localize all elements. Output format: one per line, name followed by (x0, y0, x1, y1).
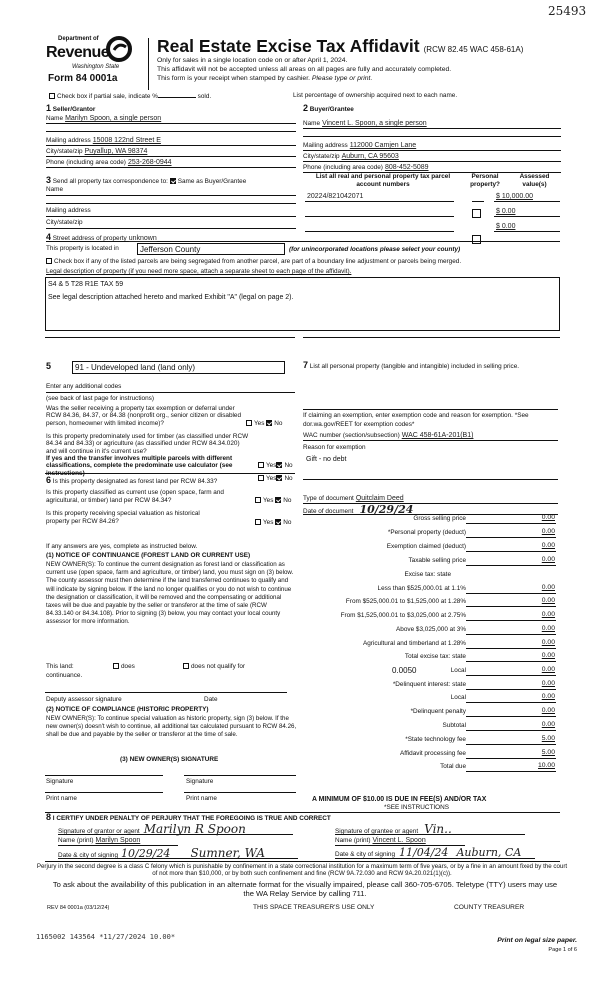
assessed-value: $ 10,000.00 (496, 193, 533, 200)
fee-row (300, 653, 556, 663)
legal-description-label: Legal description of property (if you need more space, attach a separate sheet to each page of the affidavit). (46, 268, 352, 275)
continuance-title: (1) NOTICE OF CONTINUANCE (FOREST LAND OR CURRENT USE) (46, 552, 251, 559)
no-label: No (283, 519, 292, 526)
document-number: 25493 (548, 4, 587, 18)
parcel-number: 20224/821042071 (307, 193, 364, 200)
land-use-code-select[interactable]: 91 - Undeveloped land (land only) (72, 361, 285, 374)
additional-codes-field[interactable] (46, 383, 295, 393)
parcel-number-field[interactable] (305, 207, 454, 217)
forest-yes-checkbox[interactable] (258, 475, 264, 481)
treasurer-use-label: THIS SPACE TREASURER'S USE ONLY (253, 904, 375, 911)
fee-line (466, 620, 556, 621)
print-name-line[interactable] (45, 792, 163, 793)
fee-label: Local (450, 667, 466, 674)
fee-value[interactable]: 0.00 (541, 597, 555, 604)
fee-value[interactable]: 0.00 (541, 721, 555, 728)
legal-description-field[interactable] (45, 277, 560, 331)
cashier-stamp: 1165002 143564 *11/27/2024 10.00* (36, 933, 176, 941)
field-label: Mailing address (303, 142, 348, 149)
divider (45, 861, 560, 862)
fee-line (466, 702, 556, 703)
corr-city-field[interactable] (46, 219, 296, 229)
fee-line (466, 593, 556, 594)
buyer-phone-field[interactable] (303, 163, 561, 173)
revision-label: REV 84 0001a (03/12/24) (47, 905, 110, 911)
fee-row (300, 571, 556, 581)
form-number: Form 84 0001a (48, 73, 118, 84)
fee-value[interactable]: 0.00 (541, 514, 555, 521)
does-qualify-checkbox[interactable] (113, 663, 119, 669)
document-date-field[interactable] (303, 505, 558, 515)
fee-line (466, 537, 556, 538)
fee-value[interactable]: 0.00 (541, 707, 555, 714)
signature-label: Signature (186, 778, 214, 785)
field-label: City/state/zip (46, 219, 83, 226)
subtitle-line: Please type or print. (311, 75, 373, 82)
fee-value[interactable]: 0.00 (541, 693, 555, 700)
fee-value[interactable]: 0.00 (541, 556, 555, 563)
divider (303, 337, 560, 338)
yes-label: Yes (266, 462, 277, 469)
grantor-signature: Marilyn R Spoon (143, 822, 246, 836)
fee-row (300, 557, 556, 567)
fee-row (300, 529, 556, 539)
fee-value[interactable]: 5.00 (541, 749, 555, 756)
codes-note: (see back of last page for instructions) (46, 395, 154, 402)
fee-row (300, 598, 556, 608)
fee-value[interactable]: 0.00 (541, 652, 555, 659)
section-number: 2 (303, 103, 309, 113)
same-as-buyer-label: Same as Buyer/Grantee (177, 178, 247, 185)
current-use-no-checkbox[interactable] (275, 497, 281, 503)
section-number: 4 (46, 232, 52, 242)
fee-line (466, 689, 556, 690)
fee-value[interactable]: 0.00 (541, 639, 555, 646)
fee-row (300, 694, 556, 704)
new-owner-signature-title: (3) NEW OWNER(S) SIGNATURE (120, 756, 219, 763)
county-treasurer-label: COUNTY TREASURER (454, 904, 525, 911)
field-label: Name (46, 186, 64, 193)
fee-value[interactable]: 0.00 (541, 680, 555, 687)
segregated-checkbox[interactable] (46, 258, 52, 264)
fee-label: Total excise tax: state (404, 653, 466, 660)
parcel-header: List all real and personal property tax parcel account numbers (315, 173, 451, 189)
field-label: City/state/zip (46, 148, 83, 155)
field-label: Type of document (303, 495, 354, 502)
minimum-note: A MINIMUM OF $10.00 IS DUE IN FEE(S) AND/OR TAX (312, 796, 487, 803)
fee-row (300, 543, 556, 553)
fee-row (300, 667, 556, 677)
partial-sale-label: Check box if partial sale, indicate % (57, 93, 158, 100)
parcel-number-field[interactable] (305, 222, 454, 232)
assessed-value-field[interactable] (494, 192, 560, 202)
no-label: No (284, 462, 293, 469)
fee-label: Less than $525,000.01 at 1.1% (377, 585, 466, 592)
fee-line (466, 523, 556, 524)
field-value: WAC 458-61A-201(B1) (401, 432, 474, 439)
field-value: 15008 122nd Street E (92, 137, 161, 144)
perjury-notice: Perjury in the second degree is a class C felony which is punishable by confinement in a state correctional institution for a maximum term of five years, or by a fine in an amount fixed by the court of not more than $10,000, or by both such confinement and fine (RCW 9A.72.030 and RCW 9A.20.021(1)(c)). (36, 863, 568, 878)
title-reference: (RCW 82.45 WAC 458-61A) (423, 45, 524, 54)
dor-logo-icon (106, 36, 132, 62)
field-value: 112000 Camjen Lane (349, 142, 417, 149)
fee-label: Total due (440, 763, 466, 770)
corr-name-field[interactable] (46, 186, 296, 196)
fee-line (466, 744, 556, 745)
grantor-name-field[interactable] (58, 836, 178, 846)
does-label: does (121, 663, 135, 670)
personal-property-label: List all personal property (tangible and intangible) included in selling price. (309, 363, 520, 370)
field-label: Date & city of signing (58, 852, 119, 859)
assessed-value-field[interactable] (494, 222, 560, 232)
assessed-value-field[interactable] (494, 207, 560, 217)
segregated-label: Check box if any of the listed parcels are being segregated from another parcel, are part of a boundary line adjustment or parcels being merged. (54, 258, 462, 265)
logo-dept: Department of (58, 36, 99, 42)
county-note: (for unincorporated locations please select your county) (289, 246, 461, 253)
section-number: 3 (46, 175, 52, 185)
field-label: Name (print) (58, 837, 94, 844)
does-not-qualify-checkbox[interactable] (183, 663, 189, 669)
fee-row (300, 612, 556, 622)
timber-question: Is this property predominately used for timber (as classified under RCW 84.34 and 84.33) or agriculture (as classified under RCW 84.34.020) and will continue in it's current use? (46, 433, 249, 455)
q2-yes-checkbox[interactable] (258, 462, 264, 468)
fee-line (466, 771, 556, 772)
fee-row (300, 736, 556, 746)
grantor-city: Sumner, WA (190, 846, 266, 860)
fee-line (466, 758, 556, 759)
local-rate: 0.0050 (392, 666, 417, 675)
wac-field[interactable] (303, 431, 558, 441)
fee-line (466, 675, 556, 676)
section-number: 6 (46, 475, 52, 485)
field-value: 253-268-0944 (127, 159, 172, 166)
seller-city-field[interactable] (46, 147, 296, 157)
fee-label: Taxable selling price (408, 557, 466, 564)
assessor-signature-line[interactable] (45, 692, 287, 693)
field-value: Vincent L. Spoon, a single person (322, 120, 427, 127)
fee-label: Affidavit processing fee (400, 750, 466, 757)
section-number: 1 (46, 103, 52, 113)
section-heading: Seller/Grantor (52, 106, 96, 113)
no-label: No (284, 475, 293, 482)
page-title: Real Estate Excise Tax Affidavit (157, 36, 420, 56)
grantee-date: 11/04/24 (399, 846, 449, 859)
field-label: Date of document (303, 508, 354, 515)
fee-value[interactable]: 0.00 (541, 625, 555, 632)
field-value: 10/29/24 (359, 503, 414, 516)
fee-label: Above $3,025,000 at 3% (396, 626, 466, 633)
reason-line (303, 479, 558, 480)
current-use-yes-checkbox[interactable] (255, 497, 261, 503)
fee-line (466, 565, 556, 566)
field-value: Quitclaim Deed (355, 495, 404, 502)
alternate-format-notice: To ask about the availability of this publication in an alternate format for the visually impaired, please call 360-705-6705. Teletype (TTY) users may use the WA Relay Service by calling 711. (52, 880, 558, 898)
fee-label: From $525,000.01 to $1,525,000 at 1.28% (345, 598, 466, 605)
fee-line (466, 648, 556, 649)
field-label: Enter any additional codes (46, 383, 122, 390)
no-label: No (274, 420, 283, 427)
legal-line: See legal description attached hereto and marked Exhibit "A" (legal on page 2). (48, 294, 294, 302)
this-land-label: This land: (46, 663, 74, 670)
field-label: Signature of grantor or agent (58, 828, 140, 835)
fee-label: Exemption claimed (deduct) (386, 543, 466, 550)
date-label: Date (204, 696, 218, 703)
reason-field[interactable]: Gift - no debt (306, 456, 347, 463)
buyer-mail-field[interactable] (303, 141, 561, 151)
grantee-signature: Vin.. (424, 822, 452, 836)
fee-label: *Delinquent penalty (410, 708, 466, 715)
fee-row (300, 750, 556, 760)
certify-statement: I CERTIFY UNDER PENALTY OF PERJURY THAT THE FOREGOING IS TRUE AND CORRECT (52, 815, 331, 822)
seller-mail-field[interactable] (46, 136, 296, 146)
field-label: Phone (including area code) (303, 164, 383, 171)
section-number: 5 (46, 361, 52, 371)
field-value: unknown (128, 235, 157, 242)
county-select[interactable]: Jefferson County (137, 243, 285, 255)
q1-no-checkbox[interactable] (266, 420, 272, 426)
page-number: Page 1 of 6 (548, 947, 577, 953)
subtitle-line: This form is your receipt when stamped by cashier. (157, 75, 310, 82)
yes-label: Yes (263, 497, 274, 504)
logo-revenue: Revenue (46, 44, 110, 61)
blank-line (303, 136, 561, 137)
personal-property-checkbox[interactable] (472, 209, 481, 218)
field-label: WAC number (section/subsection) (303, 432, 400, 439)
print-name-label: Print name (46, 795, 77, 802)
field-value: Auburn, CA 95603 (341, 153, 399, 160)
field-value: Marilyn Spoon, a single person (65, 115, 162, 122)
divider (45, 473, 295, 474)
fee-value[interactable]: 0.00 (541, 611, 555, 618)
forest-no-checkbox[interactable] (276, 475, 282, 481)
grantor-date-city-field[interactable] (58, 847, 298, 859)
q1-yes-checkbox[interactable] (246, 420, 252, 426)
section-number: 7 (303, 360, 309, 370)
buyer-name-field[interactable] (303, 119, 561, 129)
fee-row (300, 585, 556, 595)
fee-label: Gross selling price (413, 515, 466, 522)
fee-label: *State technology fee (405, 736, 466, 743)
grantor-date: 10/29/24 (121, 847, 171, 860)
grantee-date-city-field[interactable] (335, 847, 535, 859)
fee-line (466, 551, 556, 552)
assessed-value: $ 0.00 (496, 223, 516, 230)
same-as-buyer-checkbox[interactable] (170, 178, 176, 184)
divider (45, 337, 295, 338)
exemption-note: If claiming an exemption, enter exemption code and reason for exemption. *See dor.wa.gov/REET for exemption codes* (303, 412, 529, 428)
fee-label: From $1,525,000.01 to $3,025,000 at 2.75% (340, 612, 466, 619)
assessed-value-header: Assessed value(s) (519, 173, 550, 189)
subtitle-line: Only for sales in a single location code on or after April 1, 2024. (157, 57, 348, 64)
partial-percent-field[interactable] (158, 97, 196, 98)
field-label: Street address of property (52, 235, 127, 242)
reason-label: Reason for exemption (303, 444, 366, 451)
compliance-text: NEW OWNER(S): To continue special valuation as historic property, sign (3) below. If the new owner(s) doesn't wish to continue, all additional tax calculated pursuant to RCW 84.26, shall be due and payable by the seller or transferor at the time of sale. (46, 715, 297, 739)
fee-label: Agricultural and timberland at 1.28% (362, 640, 466, 647)
ownership-note: List percentage of ownership acquired next to each name. (293, 92, 458, 99)
field-value: 808-452-5089 (384, 164, 429, 171)
if-yes-note: If any answers are yes, complete as instructed below. (46, 543, 198, 550)
historic-question: Is this property receiving special valuation as historical property per RCW 84.26? (46, 510, 200, 526)
fee-row (300, 722, 556, 732)
field-label: Name (46, 115, 64, 122)
divider (148, 38, 149, 90)
field-value: Vincent L. Spoon (372, 837, 426, 844)
parcel-number-field[interactable] (305, 192, 454, 202)
fee-label: Excise tax: state (404, 571, 451, 578)
fee-label: Local (450, 694, 466, 701)
historic-no-checkbox[interactable] (275, 519, 281, 525)
see-instructions: *SEE INSTRUCTIONS (384, 804, 449, 811)
section-number: 8 (46, 812, 52, 822)
fee-row (300, 763, 556, 773)
grantee-name-field[interactable] (335, 836, 465, 846)
does-not-label: does not qualify for (191, 663, 245, 670)
grantee-signature-field[interactable] (335, 823, 525, 835)
title-bar (157, 36, 523, 56)
grantee-city: Auburn, CA (456, 846, 522, 859)
field-value: Marilyn Spoon (95, 837, 141, 844)
historic-yes-checkbox[interactable] (255, 519, 261, 525)
field-label: Phone (including area code) (46, 159, 126, 166)
assessed-value: $ 0.00 (496, 208, 516, 215)
field-label: Signature of grantee or agent (335, 828, 419, 835)
fee-value[interactable]: 10.00 (537, 762, 555, 769)
deputy-label: Deputy assessor signature (46, 696, 122, 703)
fee-value[interactable]: 5.00 (541, 735, 555, 742)
fee-line (466, 606, 556, 607)
seller-name-field[interactable] (46, 114, 296, 124)
fee-row (300, 708, 556, 718)
corr-mail-field[interactable] (46, 207, 296, 217)
yes-label: Yes (254, 420, 265, 427)
current-use-question: Is this property classified as current use (open space, farm and agricultural, or timber) land per RCW 84.34? (46, 489, 224, 505)
fee-line (466, 730, 556, 731)
fee-value[interactable]: 0.00 (541, 666, 555, 673)
legal-paper-note: Print on legal size paper. (497, 937, 577, 944)
fee-row (300, 515, 556, 525)
document-type-field[interactable] (303, 494, 558, 504)
county-label: This property is located in (46, 245, 119, 252)
timber-instructions: If yes and the transfer involves multiple parcels with different classifications, complete the predominate use calculator (see instructions) (46, 455, 233, 477)
print-name-line[interactable] (184, 792, 296, 793)
field-label: City/state/zip (303, 153, 340, 160)
fee-value[interactable]: 0.00 (541, 528, 555, 535)
blank-line (46, 203, 296, 204)
blank-line (46, 131, 296, 132)
q2-no-checkbox[interactable] (276, 462, 282, 468)
field-label: Mailing address (46, 207, 91, 214)
fee-line (466, 634, 556, 635)
print-name-label: Print name (186, 795, 217, 802)
fee-row (300, 640, 556, 650)
exemption-question: Was the seller receiving a property tax exemption or deferral under RCW 84.36, 84.37, or 84.38 (nonprofit org., senior citizen or disabled person, homeowner with limited income)? (46, 405, 242, 427)
yes-label: Yes (263, 519, 274, 526)
personal-property-header: Personal property? (470, 173, 500, 189)
field-label: Mailing address (46, 137, 91, 144)
personal-property-line[interactable] (303, 409, 558, 410)
correspondence-label: Send all property tax correspondence to: (52, 178, 168, 185)
fee-label: *Personal property (deduct) (387, 529, 466, 536)
section-heading: Buyer/Grantee (309, 106, 354, 113)
subtitle-line: This affidavit will not be accepted unless all areas on all pages are fully and accurately completed. (157, 66, 452, 73)
no-label: No (283, 497, 292, 504)
signature-line[interactable] (45, 775, 163, 776)
fee-value[interactable]: 0.00 (541, 542, 555, 549)
field-label: Name (print) (335, 837, 371, 844)
signature-line[interactable] (184, 775, 296, 776)
forest-question: Is this property designated as forest land per RCW 84.33? (52, 478, 218, 485)
fee-row (300, 681, 556, 691)
fee-line (466, 716, 556, 717)
fee-label: *Delinquent interest: state (392, 681, 466, 688)
fee-line (466, 661, 556, 662)
continuance-text: NEW OWNER(S): To continue the current designation as forest land or classification as current use (open space, farm and agriculture, or timber) land, you must sign on (3) below. The county assessor must then determine if the land transferred continues to qualify and will indicate by signing below. If the land no longer qualifies or you do not wish to continue the designation or classification, it will be removed and the compensating or additional taxes will be due and payable by the seller or transferor at the time of sale (RCW 84.33.140 or 84.34.108). Prior to signing (3) below, you may contact your local county assessor for more information. (46, 561, 294, 626)
fee-label: Subtotal (442, 722, 466, 729)
street-address-field[interactable] (46, 232, 560, 242)
yes-label: Yes (266, 475, 277, 482)
signature-label: Signature (46, 778, 74, 785)
field-label: Name (303, 120, 321, 127)
seller-phone-field[interactable] (46, 158, 296, 168)
logo-state: Washington State (72, 64, 120, 70)
partial-sale-suffix: sold. (197, 93, 212, 100)
field-label: Date & city of signing (335, 851, 396, 858)
grantor-signature-field[interactable] (58, 823, 293, 835)
personal-property-field[interactable] (472, 192, 484, 202)
field-value: Puyallup, WA 98374 (84, 148, 148, 155)
compliance-title: (2) NOTICE OF COMPLIANCE (HISTORIC PROPERTY) (46, 706, 209, 713)
partial-sale-checkbox[interactable] (49, 93, 55, 99)
fee-value[interactable]: 0.00 (541, 584, 555, 591)
legal-line: S4 & 5 T28 R1E TAX 59 (48, 281, 124, 288)
continuance-label: continuance. (46, 672, 83, 679)
fee-row (300, 626, 556, 636)
buyer-city-field[interactable] (303, 152, 561, 162)
